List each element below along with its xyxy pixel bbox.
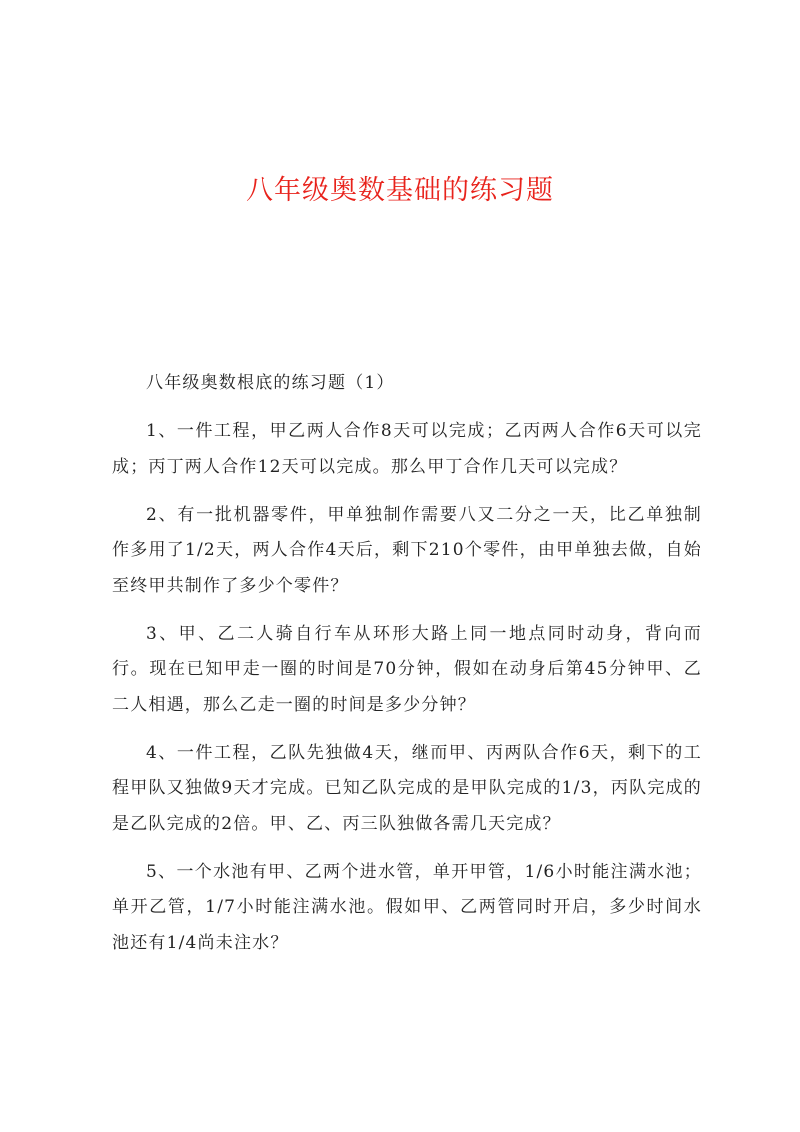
section-heading: 八年级奥数根底的练习题（1）	[146, 373, 395, 393]
question-5: 5、一个水池有甲、乙两个进水管，单开甲管，1/6小时能注满水池；单开乙管，1/7小时能注满水池。假如甲、乙两管同时开启，多少时间水池还有1/4尚未注水？	[112, 861, 702, 953]
question-1: 1、一件工程，甲乙两人合作8天可以完成；乙丙两人合作6天可以完成；丙丁两人合作12天可以完成。那么甲丁合作几天可以完成？	[112, 421, 702, 477]
question-4: 4、一件工程，乙队先独做4天，继而甲、丙两队合作6天，剩下的工程甲队又独做9天才完成。已知乙队完成的是甲队完成的1/3，丙队完成的是乙队完成的2倍。甲、乙、丙三队独做各需几天完成？	[112, 742, 702, 834]
question-3: 3、甲、乙二人骑自行车从环形大路上同一地点同时动身，背向而行。现在已知甲走一圈的时间是70分钟，假如在动身后第45分钟甲、乙二人相遇，那么乙走一圈的时间是多少分钟？	[112, 623, 702, 715]
document-body	[112, 366, 702, 974]
question-2: 2、有一批机器零件，甲单独制作需要八又二分之一天，比乙单独制作多用了1/2天，两人合作4天后，剩下210个零件，由甲单独去做，自始至终甲共制作了多少个零件？	[112, 504, 702, 596]
document-title: 八年级奥数基础的练习题	[246, 175, 554, 206]
